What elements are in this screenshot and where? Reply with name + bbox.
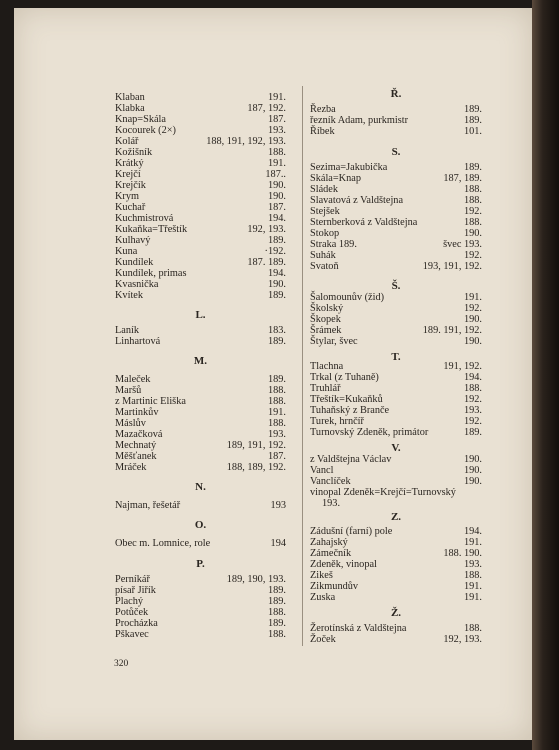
index-entry bbox=[115, 429, 286, 440]
section-letter-heading: V. bbox=[391, 442, 401, 454]
index-entry bbox=[310, 325, 482, 336]
index-entry bbox=[115, 235, 286, 246]
entry-name: řezník Adam, purkmistr bbox=[310, 115, 409, 126]
index-entry bbox=[310, 581, 482, 592]
index-entry bbox=[115, 396, 286, 407]
index-entry bbox=[310, 405, 482, 416]
entry-pages: 191. bbox=[463, 537, 482, 548]
section-letter-heading: M. bbox=[193, 355, 208, 367]
entry-pages: 187. 189. bbox=[247, 257, 286, 268]
entry-name: Maršů bbox=[115, 385, 142, 396]
entry-name: Sládek bbox=[310, 184, 339, 195]
entry-pages: 189. bbox=[267, 290, 286, 301]
entry-pages: 189. bbox=[463, 104, 482, 115]
index-entry bbox=[310, 427, 482, 438]
entry-pages: 192, 193. bbox=[443, 634, 482, 645]
entry-name: Potůček bbox=[115, 607, 149, 618]
entry-pages: 192. bbox=[463, 303, 482, 314]
entry-pages: 189. bbox=[463, 115, 482, 126]
entry-name: Tuhaňský z Branče bbox=[310, 405, 390, 416]
index-entry bbox=[310, 303, 482, 314]
entry-name: písař Jiřík bbox=[115, 585, 156, 596]
entry-name: Suhák bbox=[310, 250, 336, 261]
section-letter-heading: Z. bbox=[390, 511, 402, 523]
entry-name: Máslův bbox=[115, 418, 146, 429]
entry-name: Stejšek bbox=[310, 206, 340, 217]
index-entry bbox=[115, 246, 286, 257]
page-number: 320 bbox=[114, 659, 129, 669]
entry-name: Maleček bbox=[115, 374, 151, 385]
entry-name: Krejčí bbox=[115, 169, 141, 180]
entry-pages: 188, 189, 192. bbox=[226, 462, 286, 473]
entry-name: Laník bbox=[115, 325, 140, 336]
entry-pages: 192. bbox=[463, 206, 482, 217]
index-entry bbox=[115, 268, 286, 279]
entry-pages: 188. bbox=[267, 418, 286, 429]
entry-pages: 190. bbox=[463, 476, 482, 487]
index-entry bbox=[310, 465, 482, 476]
entry-pages: 193. bbox=[463, 559, 482, 570]
entry-name: Turek, hrnčíř bbox=[310, 416, 364, 427]
index-entry bbox=[310, 115, 482, 126]
entry-pages: 189. bbox=[267, 596, 286, 607]
index-entry bbox=[310, 454, 482, 465]
entry-name: Najman, řešetář bbox=[115, 500, 181, 511]
index-entry bbox=[115, 136, 286, 147]
entry-pages: 189. bbox=[463, 427, 482, 438]
entry-pages: 187. bbox=[267, 451, 286, 462]
entry-name: Kulhavý bbox=[115, 235, 151, 246]
entry-name: Žoček bbox=[310, 634, 336, 645]
index-entry bbox=[115, 213, 286, 224]
entry-pages: 191. bbox=[267, 158, 286, 169]
index-entry bbox=[310, 195, 482, 206]
entry-pages: 189, 191, 192. bbox=[226, 440, 286, 451]
entry-pages: 194. bbox=[463, 526, 482, 537]
index-entry bbox=[310, 184, 482, 195]
book-spine-edge bbox=[532, 0, 559, 750]
index-entry bbox=[115, 125, 286, 136]
entry-name: Sezima=Jakubička bbox=[310, 162, 388, 173]
entry-pages: 192. bbox=[463, 250, 482, 261]
entry-name: Zámečník bbox=[310, 548, 352, 559]
index-entry bbox=[310, 292, 482, 303]
index-entry bbox=[115, 169, 286, 180]
entry-name: Turnovský Zdeněk, primátor bbox=[310, 427, 429, 438]
index-entry bbox=[115, 147, 286, 158]
entry-pages: 192. bbox=[463, 394, 482, 405]
entry-pages: 194. bbox=[267, 268, 286, 279]
entry-pages: 183. bbox=[267, 325, 286, 336]
index-entry bbox=[115, 462, 286, 473]
entry-name: Krejčík bbox=[115, 180, 146, 191]
entry-name: z Martinic Eliška bbox=[115, 396, 186, 407]
entry-name: Plachý bbox=[115, 596, 144, 607]
index-entry bbox=[310, 570, 482, 581]
index-entry bbox=[310, 228, 482, 239]
entry-pages: 190. bbox=[463, 314, 482, 325]
entry-name: Školský bbox=[310, 303, 344, 314]
entry-name: vinopal Zdeněk=Krejčí=Turnovský bbox=[310, 487, 456, 498]
entry-name: Říbek bbox=[310, 126, 335, 137]
section-letter-heading: S. bbox=[391, 146, 401, 158]
entry-name: Pškavec bbox=[115, 629, 149, 640]
section-letter-heading: L. bbox=[195, 309, 206, 321]
index-entry bbox=[310, 394, 482, 405]
section-letter-heading: T. bbox=[391, 351, 401, 363]
entry-pages: 190. bbox=[267, 180, 286, 191]
entry-pages: 193, 191, 192. bbox=[422, 261, 482, 272]
index-entry bbox=[115, 418, 286, 429]
entry-name: Škopek bbox=[310, 314, 341, 325]
index-entry bbox=[310, 416, 482, 427]
entry-pages: 188. bbox=[267, 607, 286, 618]
index-entry bbox=[115, 451, 286, 462]
index-entry bbox=[310, 623, 482, 634]
entry-pages: 194. bbox=[463, 372, 482, 383]
entry-pages: 193. bbox=[267, 125, 286, 136]
entry-pages: 101. bbox=[463, 126, 482, 137]
entry-name: Mazačková bbox=[115, 429, 163, 440]
entry-name: Šalomounův (žid) bbox=[310, 292, 385, 303]
index-entry bbox=[115, 607, 286, 618]
entry-name: Obec m. Lomnice, role bbox=[115, 538, 211, 549]
index-entry bbox=[310, 487, 482, 498]
index-entry bbox=[310, 162, 482, 173]
index-entry bbox=[115, 224, 286, 235]
entry-pages: 190. bbox=[463, 454, 482, 465]
entry-name: Mechnatý bbox=[115, 440, 157, 451]
index-entry bbox=[115, 158, 286, 169]
section-letter-heading: Ř. bbox=[390, 88, 402, 100]
entry-name: Vancl bbox=[310, 465, 334, 476]
entry-pages: 188. bbox=[463, 184, 482, 195]
entry-name: Štylar, švec bbox=[310, 336, 358, 347]
entry-name: Zádušní (farní) pole bbox=[310, 526, 393, 537]
entry-name: Knap=Skála bbox=[115, 114, 166, 125]
index-entry bbox=[115, 191, 286, 202]
entry-name: Zahajský bbox=[310, 537, 348, 548]
entry-pages: 193. bbox=[267, 429, 286, 440]
entry-name: Mráček bbox=[115, 462, 147, 473]
index-entry bbox=[310, 537, 482, 548]
index-entry bbox=[115, 92, 286, 103]
entry-name: Kukaňka=Třeštík bbox=[115, 224, 188, 235]
entry-pages: 194 bbox=[270, 538, 286, 549]
index-entry bbox=[310, 372, 482, 383]
entry-pages: 188. bbox=[267, 147, 286, 158]
index-entry bbox=[310, 314, 482, 325]
entry-pages: 190. bbox=[267, 191, 286, 202]
index-entry bbox=[115, 440, 286, 451]
entry-pages: 188. bbox=[267, 396, 286, 407]
entry-name: Zikeš bbox=[310, 570, 333, 581]
entry-pages: 189. bbox=[267, 618, 286, 629]
entry-pages: 192. bbox=[463, 416, 482, 427]
section-letter-heading: N. bbox=[195, 481, 206, 493]
entry-name: Procházka bbox=[115, 618, 158, 629]
index-entry bbox=[115, 279, 286, 290]
entry-pages: 188, 191, 192, 193. bbox=[206, 136, 286, 147]
entry-pages: 187.. bbox=[265, 169, 286, 180]
entry-pages: 188. bbox=[463, 383, 482, 394]
entry-pages: 188. bbox=[267, 629, 286, 640]
entry-name: Řezba bbox=[310, 104, 336, 115]
entry-name: Zikmundův bbox=[310, 581, 359, 592]
index-entry bbox=[310, 476, 482, 487]
index-entry bbox=[115, 574, 286, 585]
entry-pages: 190. bbox=[267, 279, 286, 290]
entry-name: Sternberková z Valdštejna bbox=[310, 217, 418, 228]
section-letter-heading: Ž. bbox=[390, 607, 402, 619]
entry-pages: 187, 192. bbox=[247, 103, 286, 114]
entry-pages: 191. bbox=[267, 92, 286, 103]
entry-pages: 191. bbox=[463, 592, 482, 603]
entry-name: Kocourek (2×) bbox=[115, 125, 176, 136]
entry-pages: 190. bbox=[463, 465, 482, 476]
entry-name: Kuchmistrová bbox=[115, 213, 174, 224]
index-entry bbox=[310, 239, 482, 250]
entry-pages: ·192. bbox=[264, 246, 286, 257]
index-entry bbox=[310, 526, 482, 537]
index-entry bbox=[310, 206, 482, 217]
index-entry bbox=[115, 500, 286, 511]
entry-name: Kolář bbox=[115, 136, 139, 147]
entry-name: Tlachna bbox=[310, 361, 344, 372]
index-entry bbox=[115, 629, 286, 640]
entry-pages: 190. bbox=[463, 336, 482, 347]
entry-name: Truhlář bbox=[310, 383, 341, 394]
entry-name: Třeštík=Kukaňků bbox=[310, 394, 383, 405]
index-entry bbox=[115, 325, 286, 336]
index-entry bbox=[115, 538, 286, 549]
entry-name: Stokop bbox=[310, 228, 340, 239]
entry-pages: 189. bbox=[267, 585, 286, 596]
entry-pages: 189. 191, 192. bbox=[422, 325, 482, 336]
entry-name: Šrámek bbox=[310, 325, 342, 336]
entry-pages: 193 bbox=[270, 500, 286, 511]
entry-name: Krátký bbox=[115, 158, 144, 169]
index-entry bbox=[310, 336, 482, 347]
entry-pages: 187. bbox=[267, 114, 286, 125]
entry-pages: 189. bbox=[267, 336, 286, 347]
index-entry bbox=[310, 261, 482, 272]
entry-name: Kvasnička bbox=[115, 279, 159, 290]
entry-pages: 188. bbox=[463, 217, 482, 228]
entry-name: Klaban bbox=[115, 92, 145, 103]
entry-pages: 187. bbox=[267, 202, 286, 213]
entry-pages: 188. bbox=[463, 195, 482, 206]
entry-pages: 194. bbox=[267, 213, 286, 224]
entry-name: Krym bbox=[115, 191, 140, 202]
entry-name: Linhartová bbox=[115, 336, 161, 347]
entry-name: z Valdštejna Václav bbox=[310, 454, 392, 465]
entry-name: Vanclíček bbox=[310, 476, 351, 487]
index-entry bbox=[310, 217, 482, 228]
entry-pages: 188. bbox=[463, 623, 482, 634]
entry-pages: 189. bbox=[267, 374, 286, 385]
entry-pages: 191. bbox=[463, 581, 482, 592]
index-entry bbox=[115, 103, 286, 114]
index-entry bbox=[115, 257, 286, 268]
index-entry bbox=[115, 374, 286, 385]
index-entry bbox=[310, 634, 482, 645]
entry-pages: 193. bbox=[322, 498, 341, 509]
index-entry bbox=[310, 173, 482, 184]
entry-pages: 188. bbox=[267, 385, 286, 396]
index-entry bbox=[115, 407, 286, 418]
entry-name: Žerotínská z Valdštejna bbox=[310, 623, 407, 634]
entry-name: Trkal (z Tuhaně) bbox=[310, 372, 379, 383]
index-entry bbox=[310, 104, 482, 115]
index-entry bbox=[115, 596, 286, 607]
entry-name: Kožišník bbox=[115, 147, 153, 158]
entry-name: Kuchař bbox=[115, 202, 146, 213]
index-entry bbox=[310, 559, 482, 570]
index-entry bbox=[115, 290, 286, 301]
entry-pages: 191, 192. bbox=[443, 361, 482, 372]
entry-name: Kundílek bbox=[115, 257, 154, 268]
index-entry bbox=[115, 202, 286, 213]
index-entry bbox=[310, 250, 482, 261]
entry-pages: 193. bbox=[463, 405, 482, 416]
entry-name: Zdeněk, vinopal bbox=[310, 559, 377, 570]
entry-pages: 189. bbox=[463, 162, 482, 173]
entry-pages: 188. 190. bbox=[443, 548, 482, 559]
index-entry bbox=[115, 618, 286, 629]
index-entry bbox=[115, 336, 286, 347]
section-letter-heading: O. bbox=[194, 519, 207, 531]
entry-name: Skála=Knap bbox=[310, 173, 361, 184]
entry-name: Měšťanek bbox=[115, 451, 157, 462]
entry-pages: 189. bbox=[267, 235, 286, 246]
entry-name: Martinkův bbox=[115, 407, 159, 418]
entry-pages: 190. bbox=[463, 228, 482, 239]
book-page bbox=[14, 8, 532, 740]
index-entry bbox=[115, 180, 286, 191]
column-divider bbox=[302, 86, 303, 646]
section-letter-heading: Š. bbox=[391, 280, 401, 292]
index-entry bbox=[310, 361, 482, 372]
entry-name: Slavatová z Valdštejna bbox=[310, 195, 404, 206]
entry-name: Straka 189. bbox=[310, 239, 357, 250]
entry-name: Kuna bbox=[115, 246, 138, 257]
entry-pages: 188. bbox=[463, 570, 482, 581]
index-entry bbox=[115, 114, 286, 125]
index-entry bbox=[310, 126, 482, 137]
index-entry bbox=[115, 385, 286, 396]
index-entry bbox=[310, 592, 482, 603]
entry-name: Kundílek, primas bbox=[115, 268, 187, 279]
entry-pages: švec 193. bbox=[443, 239, 482, 250]
entry-pages: 187, 189. bbox=[443, 173, 482, 184]
index-entry bbox=[310, 548, 482, 559]
index-entry bbox=[115, 585, 286, 596]
entry-name: Kvítek bbox=[115, 290, 144, 301]
entry-name: Klabka bbox=[115, 103, 145, 114]
entry-name: Perníkář bbox=[115, 574, 150, 585]
entry-pages: 191. bbox=[267, 407, 286, 418]
entry-pages: 191. bbox=[463, 292, 482, 303]
entry-name: Svatoň bbox=[310, 261, 339, 272]
index-entry bbox=[310, 383, 482, 394]
entry-name: Zuska bbox=[310, 592, 336, 603]
section-letter-heading: P. bbox=[196, 558, 205, 570]
entry-pages: 192, 193. bbox=[247, 224, 286, 235]
entry-pages: 189, 190, 193. bbox=[226, 574, 286, 585]
